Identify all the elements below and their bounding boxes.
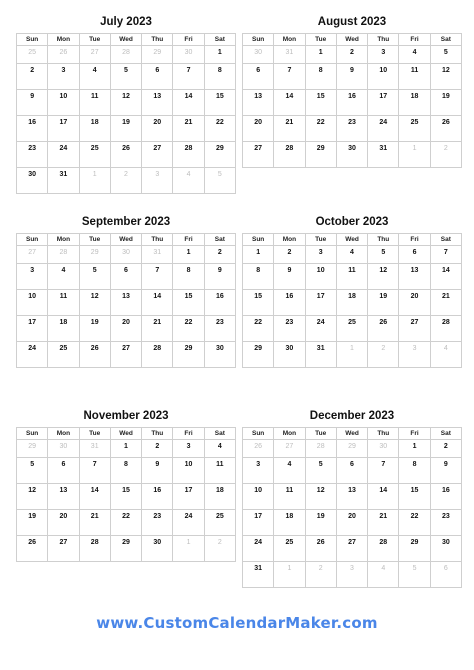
day-cell: 25 — [337, 316, 368, 342]
day-cell: 17 — [243, 510, 274, 536]
weekday-header: Sat — [431, 428, 462, 440]
weekday-header: Mon — [274, 34, 305, 46]
month-title: August 2023 — [317, 16, 387, 28]
weekday-header: Sun — [243, 428, 274, 440]
day-cell: 1 — [399, 440, 430, 458]
day-cell: 15 — [111, 484, 142, 510]
day-cell: 23 — [17, 142, 48, 168]
day-cell: 6 — [399, 246, 430, 264]
day-cell: 11 — [80, 90, 111, 116]
day-cell: 23 — [274, 316, 305, 342]
weekday-header: Sun — [17, 34, 48, 46]
day-cell: 13 — [337, 484, 368, 510]
day-cell: 28 — [142, 342, 173, 368]
weekday-header: Sun — [17, 234, 48, 246]
day-cell: 24 — [17, 342, 48, 368]
day-cell: 14 — [173, 90, 204, 116]
weekday-header: Sat — [205, 234, 236, 246]
day-cell: 14 — [431, 264, 462, 290]
weekday-header: Wed — [111, 234, 142, 246]
day-cell: 10 — [306, 264, 337, 290]
day-cell: 21 — [274, 116, 305, 142]
day-cell: 17 — [173, 484, 204, 510]
footer-website-link[interactable]: www.CustomCalendarMaker.com — [96, 614, 378, 632]
day-cell: 27 — [48, 536, 79, 562]
day-cell: 28 — [368, 536, 399, 562]
weekday-header: Tue — [80, 428, 111, 440]
day-cell: 31 — [368, 142, 399, 168]
weekday-header: Thu — [142, 234, 173, 246]
day-cell: 18 — [337, 290, 368, 316]
adjacent-month-day-cell: 4 — [368, 562, 399, 588]
day-cell: 15 — [205, 90, 236, 116]
day-cell: 3 — [306, 246, 337, 264]
adjacent-month-day-cell: 30 — [111, 246, 142, 264]
day-cell: 29 — [399, 536, 430, 562]
adjacent-month-day-cell: 30 — [48, 440, 79, 458]
day-cell: 3 — [368, 46, 399, 64]
weekday-header: Tue — [80, 234, 111, 246]
day-cell: 22 — [111, 510, 142, 536]
weekday-header: Wed — [111, 428, 142, 440]
adjacent-month-day-cell: 29 — [337, 440, 368, 458]
weekday-header: Fri — [399, 428, 430, 440]
day-cell: 14 — [274, 90, 305, 116]
adjacent-month-day-cell: 2 — [306, 562, 337, 588]
adjacent-month-day-cell: 30 — [173, 46, 204, 64]
day-cell: 19 — [368, 290, 399, 316]
day-cell: 18 — [399, 90, 430, 116]
day-cell: 18 — [205, 484, 236, 510]
day-cell: 9 — [337, 64, 368, 90]
month-grid — [242, 427, 462, 588]
day-cell: 9 — [274, 264, 305, 290]
day-cell: 28 — [173, 142, 204, 168]
day-cell: 3 — [173, 440, 204, 458]
month-calendar — [242, 211, 462, 368]
adjacent-month-day-cell: 26 — [243, 440, 274, 458]
day-cell: 17 — [306, 290, 337, 316]
day-cell: 19 — [111, 116, 142, 142]
day-cell: 8 — [111, 458, 142, 484]
day-cell: 4 — [337, 246, 368, 264]
month-calendar — [16, 405, 236, 562]
adjacent-month-day-cell: 31 — [80, 440, 111, 458]
day-cell: 11 — [337, 264, 368, 290]
day-cell: 7 — [431, 246, 462, 264]
day-cell: 13 — [48, 484, 79, 510]
day-cell: 30 — [431, 536, 462, 562]
day-cell: 17 — [17, 316, 48, 342]
day-cell: 16 — [337, 90, 368, 116]
weekday-header: Sun — [243, 234, 274, 246]
day-cell: 28 — [431, 316, 462, 342]
day-cell: 6 — [243, 64, 274, 90]
day-cell: 2 — [274, 246, 305, 264]
adjacent-month-day-cell: 2 — [205, 536, 236, 562]
adjacent-month-day-cell: 1 — [399, 142, 430, 168]
weekday-header: Sat — [431, 34, 462, 46]
day-cell: 8 — [205, 64, 236, 90]
adjacent-month-day-cell: 1 — [173, 536, 204, 562]
adjacent-month-day-cell: 5 — [399, 562, 430, 588]
day-cell: 28 — [80, 536, 111, 562]
weekday-header: Wed — [337, 234, 368, 246]
day-cell: 26 — [111, 142, 142, 168]
weekday-header: Wed — [337, 428, 368, 440]
day-cell: 3 — [48, 64, 79, 90]
day-cell: 7 — [80, 458, 111, 484]
day-cell: 7 — [173, 64, 204, 90]
day-cell: 15 — [306, 90, 337, 116]
weekday-header: Thu — [142, 428, 173, 440]
day-cell: 17 — [48, 116, 79, 142]
adjacent-month-day-cell: 2 — [431, 142, 462, 168]
day-cell: 23 — [337, 116, 368, 142]
day-cell: 30 — [17, 168, 48, 194]
month-title: July 2023 — [100, 16, 152, 28]
adjacent-month-day-cell: 1 — [337, 342, 368, 368]
day-cell: 1 — [306, 46, 337, 64]
day-cell: 26 — [368, 316, 399, 342]
day-cell: 15 — [399, 484, 430, 510]
day-cell: 3 — [243, 458, 274, 484]
month-grid — [16, 427, 236, 562]
day-cell: 16 — [205, 290, 236, 316]
day-cell: 10 — [173, 458, 204, 484]
adjacent-month-day-cell: 31 — [274, 46, 305, 64]
weekday-header: Mon — [48, 428, 79, 440]
adjacent-month-day-cell: 27 — [80, 46, 111, 64]
day-cell: 21 — [431, 290, 462, 316]
day-cell: 1 — [243, 246, 274, 264]
weekday-header: Wed — [111, 34, 142, 46]
adjacent-month-day-cell: 25 — [17, 46, 48, 64]
day-cell: 24 — [173, 510, 204, 536]
day-cell: 3 — [17, 264, 48, 290]
adjacent-month-day-cell: 2 — [111, 168, 142, 194]
weekday-header: Thu — [368, 234, 399, 246]
day-cell: 9 — [431, 458, 462, 484]
month-grid — [16, 233, 236, 368]
day-cell: 4 — [399, 46, 430, 64]
adjacent-month-day-cell: 5 — [205, 168, 236, 194]
adjacent-month-day-cell: 3 — [142, 168, 173, 194]
day-cell: 11 — [205, 458, 236, 484]
day-cell: 30 — [274, 342, 305, 368]
adjacent-month-day-cell: 1 — [274, 562, 305, 588]
adjacent-month-day-cell: 28 — [111, 46, 142, 64]
day-cell: 12 — [368, 264, 399, 290]
day-cell: 21 — [80, 510, 111, 536]
day-cell: 27 — [337, 536, 368, 562]
day-cell: 16 — [274, 290, 305, 316]
day-cell: 26 — [80, 342, 111, 368]
day-cell: 4 — [48, 264, 79, 290]
day-cell: 26 — [431, 116, 462, 142]
weekday-header: Fri — [399, 34, 430, 46]
day-cell: 11 — [274, 484, 305, 510]
day-cell: 1 — [205, 46, 236, 64]
adjacent-month-day-cell: 4 — [431, 342, 462, 368]
day-cell: 18 — [48, 316, 79, 342]
month-calendar — [242, 11, 462, 168]
adjacent-month-day-cell: 1 — [80, 168, 111, 194]
day-cell: 14 — [142, 290, 173, 316]
adjacent-month-day-cell: 28 — [306, 440, 337, 458]
day-cell: 23 — [431, 510, 462, 536]
weekday-header: Tue — [306, 34, 337, 46]
day-cell: 16 — [142, 484, 173, 510]
day-cell: 21 — [368, 510, 399, 536]
day-cell: 14 — [80, 484, 111, 510]
weekday-header: Sat — [431, 234, 462, 246]
adjacent-month-day-cell: 3 — [399, 342, 430, 368]
day-cell: 25 — [399, 116, 430, 142]
day-cell: 27 — [142, 142, 173, 168]
day-cell: 29 — [173, 342, 204, 368]
weekday-header: Tue — [306, 428, 337, 440]
day-cell: 11 — [48, 290, 79, 316]
day-cell: 18 — [80, 116, 111, 142]
weekday-header: Fri — [173, 428, 204, 440]
day-cell: 29 — [111, 536, 142, 562]
day-cell: 17 — [368, 90, 399, 116]
day-cell: 5 — [17, 458, 48, 484]
day-cell: 16 — [17, 116, 48, 142]
day-cell: 27 — [243, 142, 274, 168]
adjacent-month-day-cell: 27 — [17, 246, 48, 264]
day-cell: 12 — [17, 484, 48, 510]
day-cell: 31 — [48, 168, 79, 194]
weekday-header: Sat — [205, 34, 236, 46]
month-title: December 2023 — [309, 410, 395, 422]
day-cell: 27 — [399, 316, 430, 342]
day-cell: 15 — [243, 290, 274, 316]
day-cell: 29 — [306, 142, 337, 168]
day-cell: 31 — [306, 342, 337, 368]
day-cell: 8 — [399, 458, 430, 484]
month-calendar — [16, 11, 236, 194]
day-cell: 6 — [111, 264, 142, 290]
adjacent-month-day-cell: 4 — [173, 168, 204, 194]
adjacent-month-day-cell: 29 — [142, 46, 173, 64]
day-cell: 24 — [243, 536, 274, 562]
day-cell: 27 — [111, 342, 142, 368]
day-cell: 6 — [142, 64, 173, 90]
month-title: October 2023 — [315, 216, 389, 228]
day-cell: 16 — [431, 484, 462, 510]
day-cell: 25 — [80, 142, 111, 168]
day-cell: 12 — [111, 90, 142, 116]
day-cell: 11 — [399, 64, 430, 90]
weekday-header: Tue — [80, 34, 111, 46]
day-cell: 10 — [17, 290, 48, 316]
adjacent-month-day-cell: 30 — [243, 46, 274, 64]
month-calendar — [16, 211, 236, 368]
day-cell: 20 — [142, 116, 173, 142]
day-cell: 24 — [368, 116, 399, 142]
day-cell: 19 — [431, 90, 462, 116]
day-cell: 30 — [142, 536, 173, 562]
adjacent-month-day-cell: 29 — [80, 246, 111, 264]
day-cell: 20 — [111, 316, 142, 342]
day-cell: 31 — [243, 562, 274, 588]
day-cell: 23 — [142, 510, 173, 536]
day-cell: 7 — [274, 64, 305, 90]
weekday-header: Thu — [368, 428, 399, 440]
adjacent-month-day-cell: 3 — [337, 562, 368, 588]
month-grid — [16, 33, 236, 194]
day-cell: 22 — [306, 116, 337, 142]
day-cell: 13 — [142, 90, 173, 116]
day-cell: 2 — [431, 440, 462, 458]
day-cell: 12 — [80, 290, 111, 316]
weekday-header: Thu — [368, 34, 399, 46]
weekday-header: Tue — [306, 234, 337, 246]
day-cell: 30 — [337, 142, 368, 168]
weekday-header: Mon — [274, 234, 305, 246]
day-cell: 28 — [274, 142, 305, 168]
weekday-header: Mon — [48, 34, 79, 46]
day-cell: 13 — [111, 290, 142, 316]
day-cell: 25 — [274, 536, 305, 562]
day-cell: 20 — [399, 290, 430, 316]
adjacent-month-day-cell: 31 — [142, 246, 173, 264]
weekday-header: Sun — [17, 428, 48, 440]
day-cell: 8 — [173, 264, 204, 290]
day-cell: 13 — [243, 90, 274, 116]
day-cell: 15 — [173, 290, 204, 316]
adjacent-month-day-cell: 28 — [48, 246, 79, 264]
day-cell: 5 — [111, 64, 142, 90]
day-cell: 5 — [431, 46, 462, 64]
day-cell: 22 — [243, 316, 274, 342]
weekday-header: Fri — [173, 234, 204, 246]
day-cell: 13 — [399, 264, 430, 290]
day-cell: 8 — [306, 64, 337, 90]
day-cell: 7 — [368, 458, 399, 484]
adjacent-month-day-cell: 30 — [368, 440, 399, 458]
day-cell: 24 — [48, 142, 79, 168]
day-cell: 19 — [306, 510, 337, 536]
day-cell: 12 — [306, 484, 337, 510]
day-cell: 19 — [17, 510, 48, 536]
weekday-header: Sat — [205, 428, 236, 440]
day-cell: 18 — [274, 510, 305, 536]
day-cell: 26 — [306, 536, 337, 562]
adjacent-month-day-cell: 27 — [274, 440, 305, 458]
month-calendar — [242, 405, 462, 588]
day-cell: 22 — [173, 316, 204, 342]
month-grid — [242, 33, 462, 168]
day-cell: 5 — [368, 246, 399, 264]
day-cell: 26 — [17, 536, 48, 562]
adjacent-month-day-cell: 26 — [48, 46, 79, 64]
day-cell: 23 — [205, 316, 236, 342]
day-cell: 20 — [337, 510, 368, 536]
day-cell: 7 — [142, 264, 173, 290]
day-cell: 20 — [243, 116, 274, 142]
day-cell: 24 — [306, 316, 337, 342]
day-cell: 22 — [205, 116, 236, 142]
adjacent-month-day-cell: 2 — [368, 342, 399, 368]
day-cell: 8 — [243, 264, 274, 290]
weekday-header: Mon — [274, 428, 305, 440]
day-cell: 6 — [337, 458, 368, 484]
month-title: November 2023 — [83, 410, 169, 422]
day-cell: 29 — [243, 342, 274, 368]
day-cell: 22 — [399, 510, 430, 536]
day-cell: 21 — [142, 316, 173, 342]
month-grid — [242, 233, 462, 368]
weekday-header: Wed — [337, 34, 368, 46]
weekday-header: Mon — [48, 234, 79, 246]
day-cell: 20 — [48, 510, 79, 536]
day-cell: 6 — [48, 458, 79, 484]
day-cell: 2 — [17, 64, 48, 90]
day-cell: 12 — [431, 64, 462, 90]
day-cell: 2 — [337, 46, 368, 64]
adjacent-month-day-cell: 6 — [431, 562, 462, 588]
day-cell: 2 — [205, 246, 236, 264]
day-cell: 21 — [173, 116, 204, 142]
day-cell: 9 — [205, 264, 236, 290]
day-cell: 10 — [243, 484, 274, 510]
day-cell: 29 — [205, 142, 236, 168]
day-cell: 14 — [368, 484, 399, 510]
weekday-header: Sun — [243, 34, 274, 46]
day-cell: 9 — [142, 458, 173, 484]
day-cell: 5 — [306, 458, 337, 484]
day-cell: 10 — [368, 64, 399, 90]
day-cell: 9 — [17, 90, 48, 116]
day-cell: 1 — [173, 246, 204, 264]
day-cell: 4 — [205, 440, 236, 458]
day-cell: 5 — [80, 264, 111, 290]
day-cell: 19 — [80, 316, 111, 342]
adjacent-month-day-cell: 29 — [17, 440, 48, 458]
day-cell: 1 — [111, 440, 142, 458]
month-title: September 2023 — [81, 216, 171, 228]
day-cell: 25 — [205, 510, 236, 536]
weekday-header: Fri — [173, 34, 204, 46]
day-cell: 10 — [48, 90, 79, 116]
day-cell: 25 — [48, 342, 79, 368]
day-cell: 2 — [142, 440, 173, 458]
day-cell: 30 — [205, 342, 236, 368]
day-cell: 4 — [274, 458, 305, 484]
day-cell: 4 — [80, 64, 111, 90]
weekday-header: Thu — [142, 34, 173, 46]
weekday-header: Fri — [399, 234, 430, 246]
